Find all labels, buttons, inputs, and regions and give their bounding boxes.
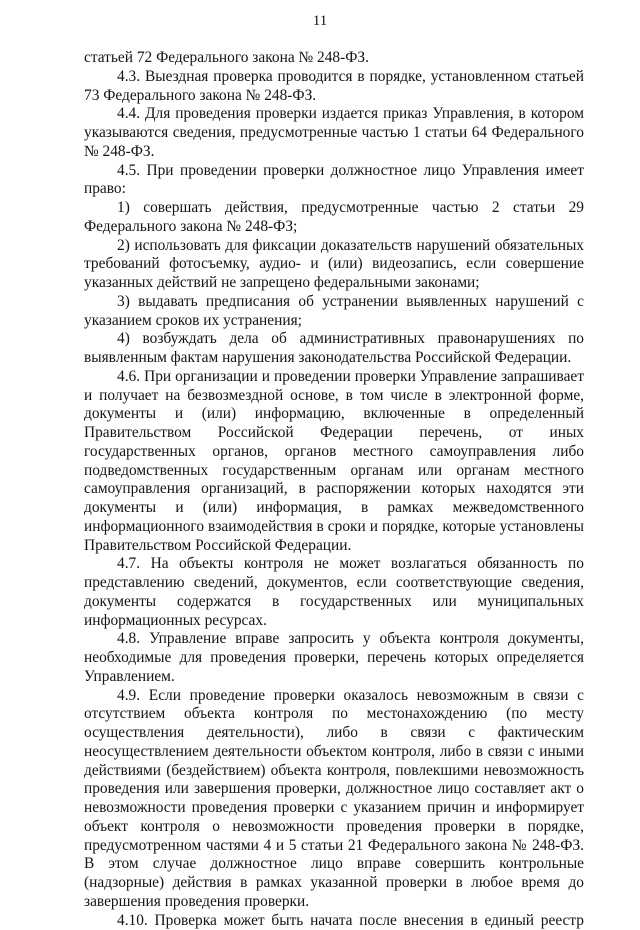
paragraph-4-6: 4.6. При организации и проведении проверки Управление запрашивает и получает на безвозмездной основе, в том числе в электронной форме, документы и (или) информацию, включенные в определенный Правительством Российской Федерации перечень, от иных государственных органов, органов местного самоуправления либо подведомственных государственным органам или органам местного самоуправления организаций, в распоряжении которых находятся эти документы и (или) информация, в рамках межведомственного информационного взаимодействия в сроки и порядке, которые установлены Правительством Российской Федерации. (84, 368, 584, 556)
paragraph-continuation: статьей 72 Федерального закона № 248-ФЗ. (84, 49, 584, 68)
document-body (84, 49, 584, 930)
paragraph-4-5: 4.5. При проведении проверки должностное лицо Управления имеет право: (84, 162, 584, 200)
paragraph-4-3: 4.3. Выездная проверка проводится в порядке, установленном статьей 73 Федерального закона № 248-ФЗ. (84, 68, 584, 106)
list-item-1: 1) совершать действия, предусмотренные частью 2 статьи 29 Федерального закона № 248-ФЗ; (84, 199, 584, 237)
paragraph-4-8: 4.8. Управление вправе запросить у объекта контроля документы, необходимые для проведения проверки, перечень которых определяется Управлением. (84, 630, 584, 686)
list-item-4: 4) возбуждать дела об административных правонарушениях по выявленным фактам нарушения законодательства Российской Федерации. (84, 330, 584, 368)
paragraph-4-4: 4.4. Для проведения проверки издается приказ Управления, в котором указываются сведения, предусмотренные частью 1 статьи 64 Федерального № 248-ФЗ. (84, 105, 584, 161)
page-number: 11 (0, 12, 640, 30)
list-item-3: 3) выдавать предписания об устранении выявленных нарушений с указанием сроков их устранения; (84, 293, 584, 331)
paragraph-4-9: 4.9. Если проведение проверки оказалось невозможным в связи с отсутствием объекта контроля по местонахождению (по месту осуществления деятельности), либо в связи с фактическим неосуществлением деятельности объектом контроля, либо в связи с иными действиями (бездействием) объекта контроля, повлекшими невозможность проведения или завершения проверки, должностное лицо составляет акт о невозможности проведения проверки с указанием причин и информирует объект контроля о невозможности проведения проверки в порядке, предусмотренном частями 4 и 5 статьи 21 Федерального закона № 248-ФЗ. В этом случае должностное лицо вправе совершить контрольные (надзорные) действия в рамках указанной проверки в любое время до завершения проведения проверки. (84, 687, 584, 912)
paragraph-4-7: 4.7. На объекты контроля не может возлагаться обязанность по представлению сведений, документов, если соответствующие сведения, документы содержатся в государственных или муниципальных информационных ресурсах. (84, 555, 584, 630)
list-item-2: 2) использовать для фиксации доказательств нарушений обязательных требований фотосъемку, аудио- и (или) видеозапись, если совершение указанных действий не запрещено федеральными законами; (84, 237, 584, 293)
paragraph-4-10: 4.10. Проверка может быть начата после внесения в единый реестр (84, 912, 584, 930)
